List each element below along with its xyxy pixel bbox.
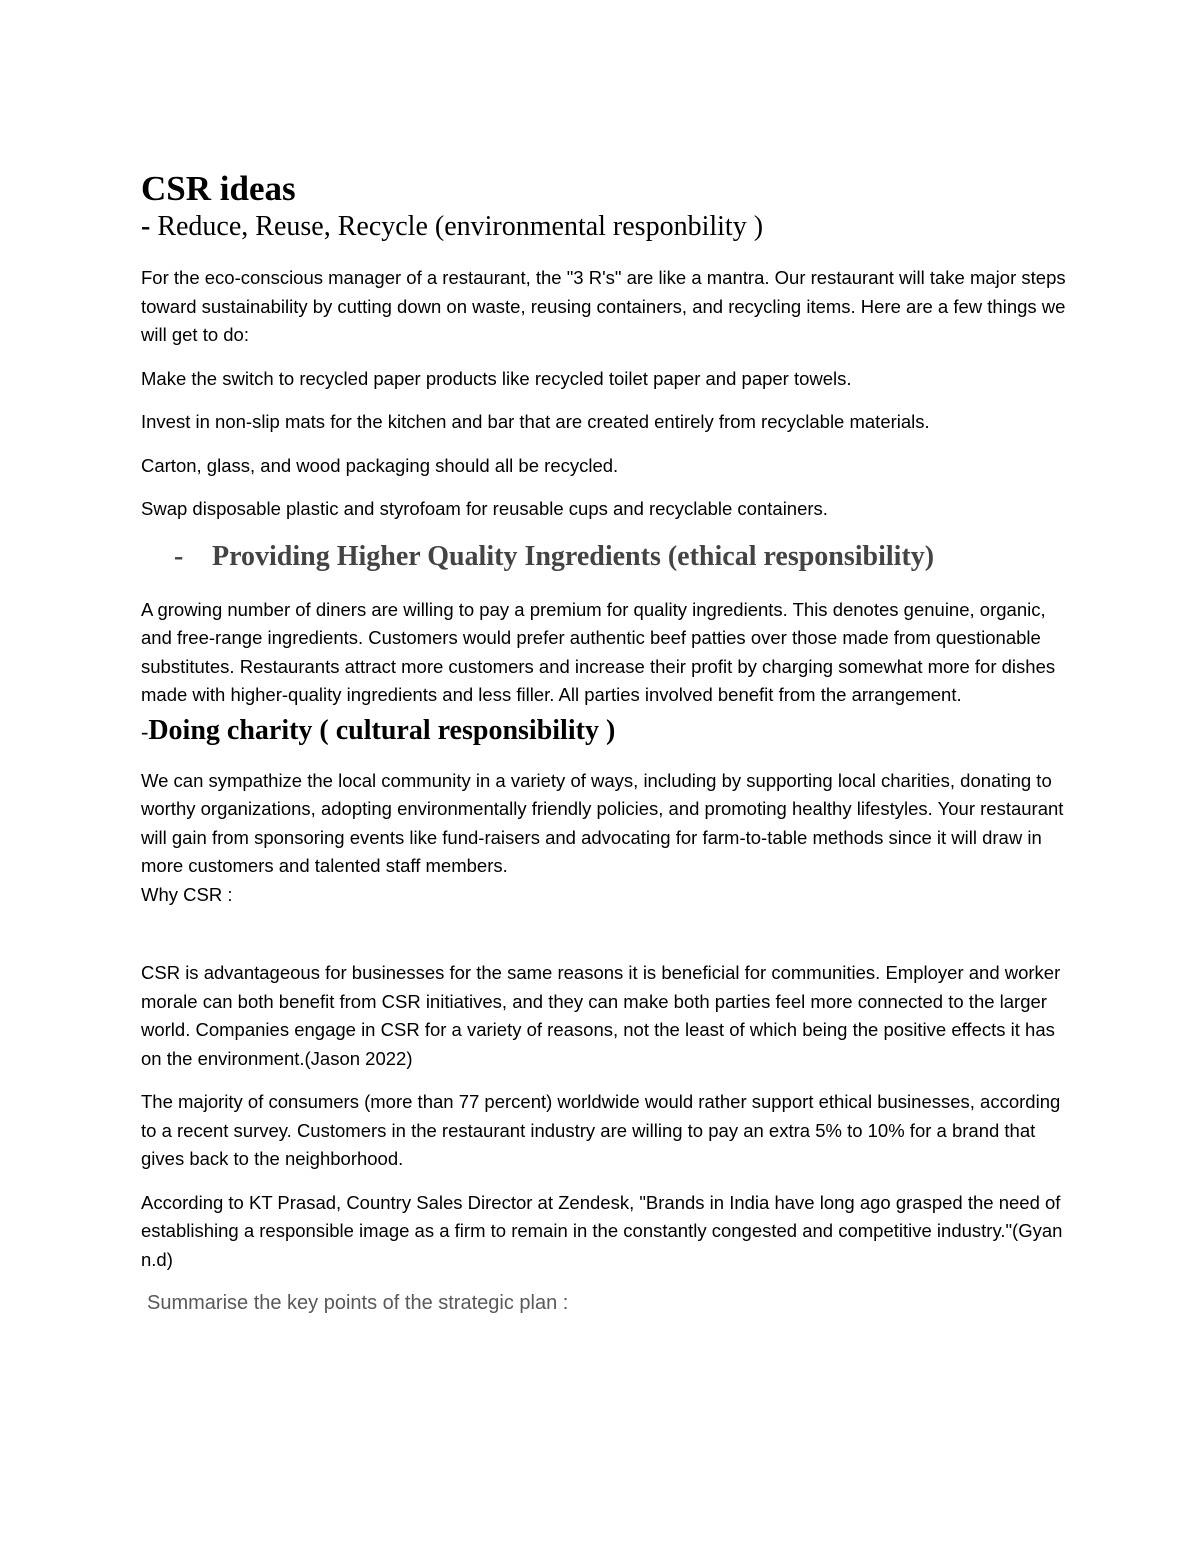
why-csr-label: Why CSR : xyxy=(141,883,233,905)
summary-prompt: Summarise the key points of the strategic plan : xyxy=(147,1292,569,1314)
csr-advantages-paragraph: CSR is advantageous for businesses for the same reasons it is beneficial for communities. Employer and worker morale can both benefit from CSR initiatives, and they can make both parties feel more connected to the larger world. Companies engage in CSR for a variety of reasons, not the least of which being the positive effects it has on the environment.(Jason 2022) xyxy=(141,962,1061,1069)
heading-text: Reduce, Reuse, Recycle (environmental responbility ) xyxy=(150,211,764,242)
charity-paragraph: We can sympathize the local community in a variety of ways, including by supporting local charities, donating to worthy organizations, adopting environmentally friendly policies, and promoting healthy lifestyles. Your restaurant will gain from sponsoring events like fund-raisers and advocating for farm-to-table methods since it will draw in more customers and talented staff members. xyxy=(141,769,1064,876)
kt-prasad-quote-paragraph: According to KT Prasad, Country Sales Director at Zendesk, "Brands in India have long ago grasped the need of establishing a responsible image as a firm to remain in the constantly congested and competitive industry."(Gyan n.d) xyxy=(141,1191,1063,1270)
document-title: CSR ideas xyxy=(141,169,296,208)
section-heading-quality-ingredients xyxy=(174,540,1071,574)
heading-text: Providing Higher Quality Ingredients (ethical responsibility) xyxy=(212,540,935,572)
intro-paragraph: For the eco-conscious manager of a restaurant, the "3 R's" are like a mantra. Our restaurant will take major steps toward sustainability by cutting down on waste, reusing containers, and recycling items. Here are a few things we will get to do: xyxy=(141,267,1066,345)
heading-dash: - xyxy=(141,718,149,744)
quality-ingredients-paragraph: A growing number of diners are willing to pay a premium for quality ingredients. This denotes genuine, organic, and free-range ingredients. Customers would prefer authentic beef patties over those made from questionable substitutes. Restaurants attract more customers and increase their profit by charging somewhat more for dishes made with higher-quality ingredients and less filler. All parties involved benefit from the arrangement. xyxy=(141,598,1056,705)
section-heading-reduce-reuse-recycle xyxy=(141,210,1071,244)
document-content xyxy=(141,168,1071,1317)
heading-dash: - xyxy=(141,211,151,242)
consumer-survey-paragraph: The majority of consumers (more than 77 percent) worldwide would rather support ethical businesses, according to a recent survey. Customers in the restaurant industry are willing to pay an extra 5% to 10% for a brand that gives back to the neighborhood. xyxy=(141,1091,1061,1169)
section-heading-doing-charity xyxy=(141,714,1071,749)
list-item: Swap disposable plastic and styrofoam for reusable cups and recyclable containers. xyxy=(141,498,828,519)
heading-text: Doing charity ( cultural responsibility ) xyxy=(148,714,616,746)
list-item: Carton, glass, and wood packaging should all be recycled. xyxy=(141,454,619,476)
heading-dash: - xyxy=(174,540,184,572)
list-item: Invest in non-slip mats for the kitchen and bar that are created entirely from recyclable materials. xyxy=(141,411,930,432)
list-item: Make the switch to recycled paper products like recycled toilet paper and paper towels. xyxy=(141,367,852,389)
